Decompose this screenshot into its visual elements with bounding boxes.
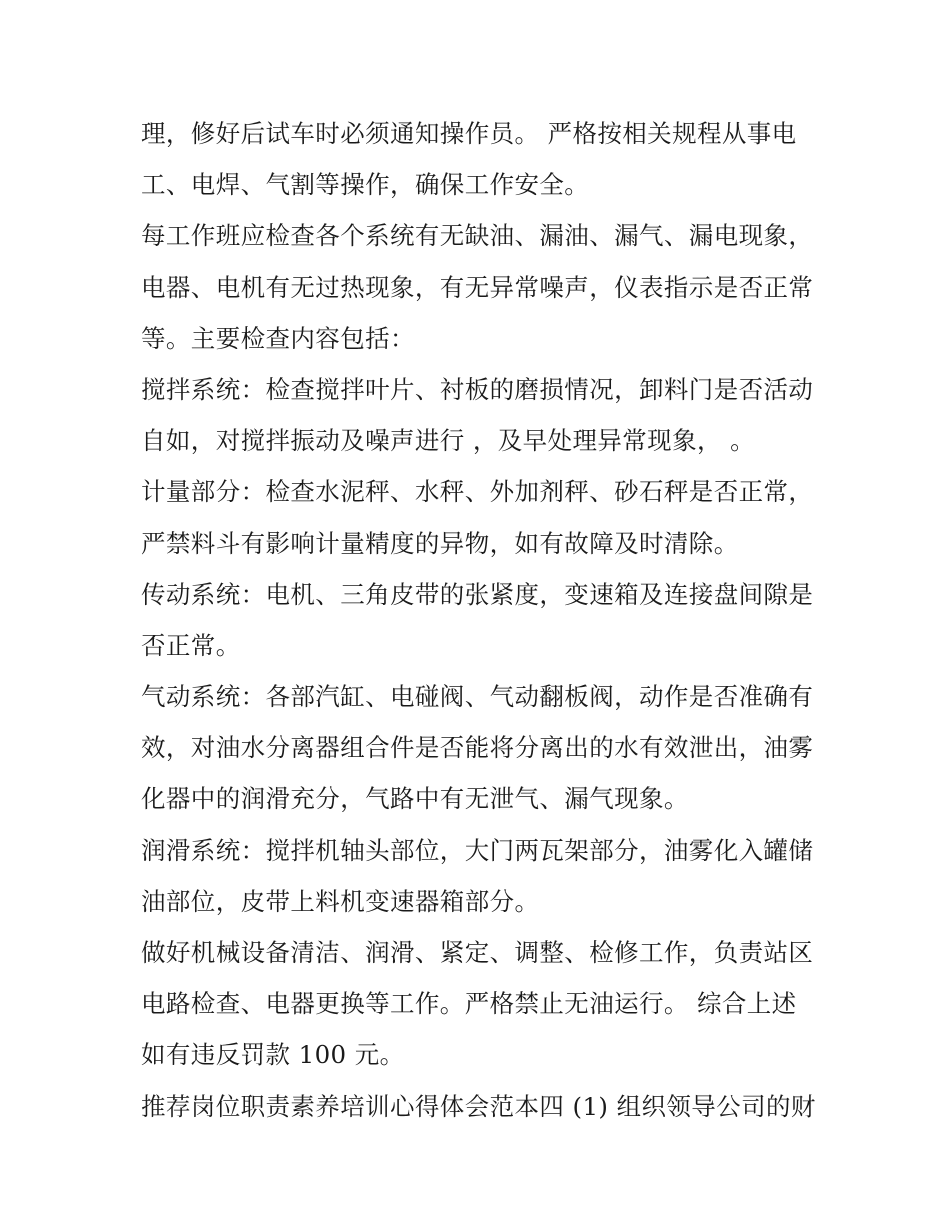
text-line: 电器、电机有无过热现象，有无异常噪声，仪表指示是否正常: [141, 272, 814, 302]
text-line: 气动系统：各部汽缸、电碰阀、气动翻板阀，动作是否准确有: [141, 682, 814, 712]
text-line: 否正常。: [141, 630, 241, 660]
text-line: 化器中的润滑充分，气路中有无泄气、漏气现象。: [141, 784, 689, 814]
text-line: 效，对油水分离器组合件是否能将分离出的水有效泄出，油雾: [141, 733, 814, 763]
text-line: 如有违反罚款 100 元。: [141, 1040, 405, 1070]
text-line: 润滑系统：搅拌机轴头部位，大门两瓦架部分，油雾化入罐储: [141, 835, 814, 865]
text-line: 计量部分：检查水泥秤、水秤、外加剂秤、砂石秤是否正常，: [141, 477, 814, 507]
text-line: 理，修好后试车时必须通知操作员。 严格按相关规程从事电: [141, 119, 797, 148]
text-line: 推荐岗位职责素养培训心得体会范本四 (1) 组织领导公司的财: [141, 1091, 816, 1121]
text-line: 搅拌系统：检查搅拌叶片、衬板的磨损情况，卸料门是否活动: [141, 374, 814, 404]
text-line: 每工作班应检查各个系统有无缺油、漏油、漏气、漏电现象，: [141, 221, 814, 251]
text-line: 等。主要检查内容包括：: [141, 323, 415, 353]
text-line: 油部位，皮带上料机变速器箱部分。: [141, 886, 540, 916]
text-line: 电路检查、电器更换等工作。严格禁止无油运行。 综合上述: [141, 989, 797, 1019]
document-body: [141, 108, 821, 1132]
text-line: 工、电焊、气割等操作，确保工作安全。: [141, 170, 590, 200]
text-line: 做好机械设备清洁、润滑、紧定、调整、检修工作，负责站区: [141, 938, 814, 967]
text-line: 自如，对搅拌振动及噪声进行 ，及早处理异常现象， 。: [141, 426, 755, 456]
text-line: 严禁料斗有影响计量精度的异物，如有故障及时清除。: [141, 528, 739, 558]
text-line: 传动系统：电机、三角皮带的张紧度，变速箱及连接盘间隙是: [141, 579, 814, 609]
